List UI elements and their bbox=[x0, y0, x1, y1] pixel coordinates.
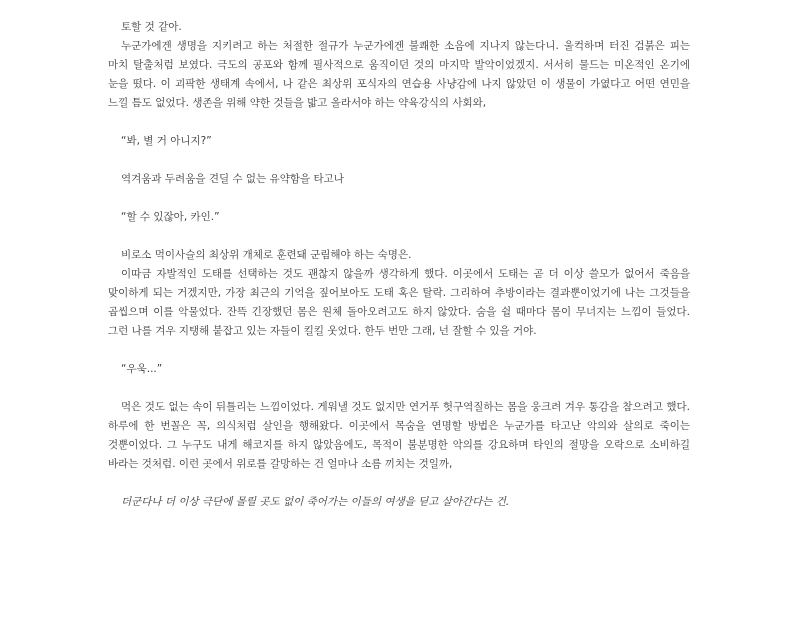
paragraph-2: 누군가에겐 생명을 지키려고 하는 처절한 절규가 누군가에겐 불쾌한 소음에 지나지 않는다니. 울컥하며 터진 검붉은 피는 마치 탈출처럼 보였다. 극도의 공포와 함께 필사적으로 움직이던 것의 마지막 발악이었겠지. 서서히 물드는 미온적인 온기에 눈을 떴다. 이 괴팍한 생태계 속에서, 나 같은 최상위 포식자의 연습용 사냥감에 나지 않았던 이 생물이 가엾다고 어떤 연민을 느낄 틈도 없었다. 생존을 위해 약한 것들을 밟고 올라서야 하는 약육강식의 사회와, bbox=[108, 40, 690, 109]
paragraph-6: 먹은 것도 없는 속이 뒤틀리는 느낌이었다. 게워낼 것도 없지만 연거푸 헛구역질하는 몸을 웅크려 겨우 통감을 참으려고 했다. 하루에 한 번꼴은 꼭, 의식처럼 살인을 행해왔다. 이곳에서 목숨을 연명할 방법은 누군가를 타고난 악의와 살의로 죽이는 것뿐이었다. 그 누구도 내게 해코지를 하지 않았음에도, 목적이 불분명한 악의를 강요하며 타인의 절망을 오락으로 소비하길 바라는 것처럼. 이런 곳에서 위로를 갈망하는 건 얼마나 소름 끼치는 것일까, bbox=[108, 401, 690, 470]
paragraph-7: 더군다나 더 이상 극단에 몰릴 곳도 없이 죽어가는 이들의 여생을 딛고 살아간다는 건. bbox=[121, 496, 510, 508]
spacer bbox=[108, 189, 690, 208]
spacer bbox=[108, 474, 690, 493]
spacer bbox=[108, 151, 690, 170]
dialogue-line-3: “우욱...” bbox=[121, 363, 163, 375]
spacer bbox=[108, 379, 690, 398]
paragraph-3: 역겨움과 두려움을 견딜 수 없는 유약함을 타고나 bbox=[121, 173, 344, 185]
spacer bbox=[108, 113, 690, 132]
reading-pane bbox=[108, 18, 690, 512]
spacer bbox=[108, 341, 690, 360]
paragraph-4: 비로소 먹이사슬의 최상위 개체로 훈련돼 군림해야 하는 숙명은. bbox=[121, 249, 412, 261]
paragraph-1: 토할 것 같아. bbox=[121, 21, 182, 33]
paragraph-5: 이따금 자발적인 도태를 선택하는 것도 괜찮지 않을까 생각하게 했다. 이곳에서 도태는 곧 더 이상 쓸모가 없어서 죽음을 맞이하게 되는 거겠지만, 가장 최근의 기억을 짚어보아도 도태 혹은 탈락. 그리하여 추방이라는 결과뿐이었기에 나는 그것들을 곱씹으며 이를 악물었다. 잔뜩 긴장했던 몸은 원체 돌아오려고도 하지 않았다. 숨을 쉴 때마다 몸이 무너지는 느낌이 들었다. 그런 나를 겨우 지탱해 붙잡고 있는 자들이 킬킬 웃었다. 한두 번만 그래, 넌 잘할 수 있을 거야. bbox=[108, 268, 690, 337]
spacer bbox=[108, 227, 690, 246]
dialogue-line-1: “봐, 별 거 아니지?” bbox=[121, 135, 212, 147]
dialogue-line-2: “할 수 있잖아, 카인.” bbox=[121, 211, 220, 223]
